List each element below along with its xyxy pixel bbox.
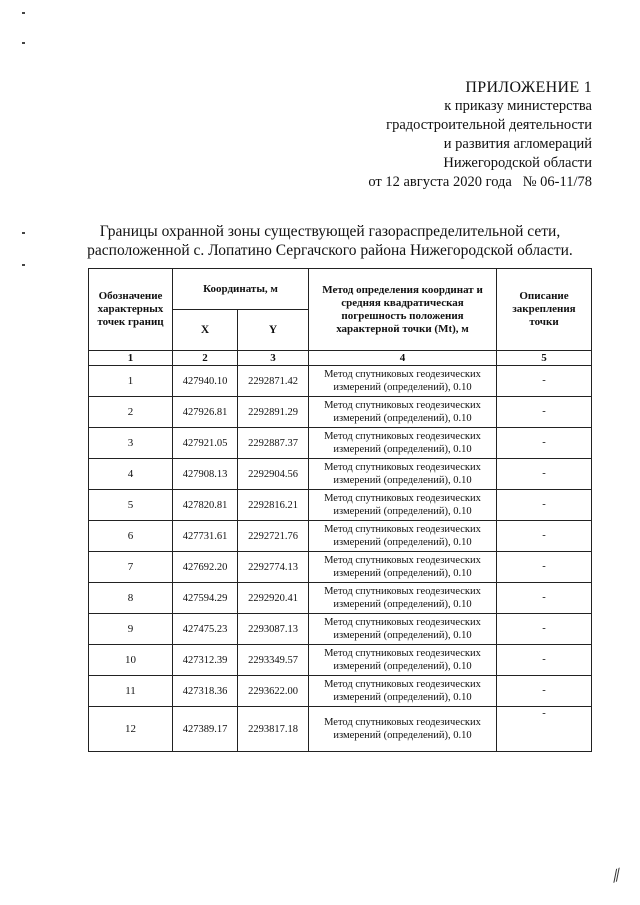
description-value: -	[542, 406, 546, 417]
point-cell: 8	[89, 583, 173, 614]
appendix-title: ПРИЛОЖЕНИЕ 1	[465, 79, 592, 96]
description-cell	[497, 614, 592, 645]
method-cell: Метод спутниковых геодезических измерений (определений), 0.10	[309, 614, 497, 645]
y-cell: 2292774.13	[238, 552, 309, 583]
x-cell: 427312.39	[173, 645, 238, 676]
header-method: Метод определения координат и средняя квадратическая погрешность положения характерной точки (Mt), м	[309, 269, 497, 351]
method-cell: Метод спутниковых геодезических измерений (определений), 0.10	[309, 490, 497, 521]
header-line: к приказу министерства	[444, 98, 592, 114]
point-cell: 5	[89, 490, 173, 521]
description-value: -	[542, 623, 546, 634]
method-cell: Метод спутниковых геодезических измерений (определений), 0.10	[309, 645, 497, 676]
table-row	[89, 490, 592, 521]
table-row	[89, 397, 592, 428]
y-cell: 2292871.42	[238, 366, 309, 397]
x-cell: 427318.36	[173, 676, 238, 707]
point-cell: 7	[89, 552, 173, 583]
description-value: -	[542, 654, 546, 665]
scan-speck	[22, 232, 25, 234]
header-point: Обозначение характерных точек границ	[89, 269, 173, 351]
table-row	[89, 366, 592, 397]
table-row	[89, 645, 592, 676]
y-cell: 2292920.41	[238, 583, 309, 614]
description-value: -	[542, 468, 546, 479]
coordinates-table	[88, 268, 592, 752]
header-line: градостроительной деятельности	[386, 117, 592, 133]
header-order-date: от 12 августа 2020 года № 06-11/78	[368, 174, 592, 190]
appendix-header	[368, 78, 592, 192]
y-cell: 2292891.29	[238, 397, 309, 428]
x-cell: 427731.61	[173, 521, 238, 552]
x-cell: 427921.05	[173, 428, 238, 459]
method-cell: Метод спутниковых геодезических измерений (определений), 0.10	[309, 583, 497, 614]
header-coordinates: Координаты, м	[173, 269, 309, 310]
y-cell: 2292904.56	[238, 459, 309, 490]
point-cell: 2	[89, 397, 173, 428]
description-cell	[497, 366, 592, 397]
document-title	[40, 222, 620, 260]
header-x: X	[173, 310, 238, 351]
x-cell: 427820.81	[173, 490, 238, 521]
table-row	[89, 583, 592, 614]
y-cell: 2293087.13	[238, 614, 309, 645]
x-cell: 427475.23	[173, 614, 238, 645]
description-value: -	[542, 561, 546, 572]
description-cell	[497, 676, 592, 707]
description-cell	[497, 583, 592, 614]
table-row	[89, 459, 592, 490]
method-cell: Метод спутниковых геодезических измерений (определений), 0.10	[309, 707, 497, 752]
table-row	[89, 707, 592, 752]
method-cell: Метод спутниковых геодезических измерений (определений), 0.10	[309, 521, 497, 552]
method-cell: Метод спутниковых геодезических измерений (определений), 0.10	[309, 428, 497, 459]
column-number: 4	[309, 351, 497, 366]
point-cell: 10	[89, 645, 173, 676]
scan-speck	[22, 264, 25, 266]
scan-speck	[22, 12, 25, 14]
description-cell	[497, 428, 592, 459]
table-row	[89, 521, 592, 552]
description-value: -	[542, 708, 546, 719]
point-cell: 11	[89, 676, 173, 707]
handwritten-mark: ⁄⁄	[610, 865, 623, 886]
method-cell: Метод спутниковых геодезических измерений (определений), 0.10	[309, 366, 497, 397]
header-line: и развития агломераций	[443, 136, 592, 152]
description-value: -	[542, 592, 546, 603]
description-cell	[497, 707, 592, 752]
description-cell	[497, 521, 592, 552]
table-row	[89, 552, 592, 583]
scan-speck	[22, 42, 25, 44]
point-cell: 4	[89, 459, 173, 490]
x-cell: 427908.13	[173, 459, 238, 490]
title-line-1: Границы охранной зоны существующей газораспределительной сети,	[99, 223, 561, 240]
method-cell: Метод спутниковых геодезических измерений (определений), 0.10	[309, 676, 497, 707]
header-description: Описание закрепления точки	[497, 269, 592, 351]
table-row	[89, 676, 592, 707]
x-cell: 427692.20	[173, 552, 238, 583]
y-cell: 2293817.18	[238, 707, 309, 752]
point-cell: 9	[89, 614, 173, 645]
description-cell	[497, 490, 592, 521]
y-cell: 2292887.37	[238, 428, 309, 459]
header-line: Нижегородской области	[443, 155, 592, 171]
point-cell: 1	[89, 366, 173, 397]
description-cell	[497, 397, 592, 428]
x-cell: 427594.29	[173, 583, 238, 614]
method-cell: Метод спутниковых геодезических измерений (определений), 0.10	[309, 552, 497, 583]
description-cell	[497, 645, 592, 676]
y-cell: 2292816.21	[238, 490, 309, 521]
description-cell	[497, 459, 592, 490]
column-number: 1	[89, 351, 173, 366]
y-cell: 2293622.00	[238, 676, 309, 707]
title-line-2: расположенной с. Лопатино Сергачского района Нижегородской области.	[87, 242, 573, 259]
x-cell: 427940.10	[173, 366, 238, 397]
table-row	[89, 614, 592, 645]
description-value: -	[542, 375, 546, 386]
description-value: -	[542, 685, 546, 696]
y-cell: 2293349.57	[238, 645, 309, 676]
x-cell: 427926.81	[173, 397, 238, 428]
method-cell: Метод спутниковых геодезических измерений (определений), 0.10	[309, 397, 497, 428]
description-value: -	[542, 530, 546, 541]
x-cell: 427389.17	[173, 707, 238, 752]
point-cell: 6	[89, 521, 173, 552]
point-cell: 12	[89, 707, 173, 752]
description-value: -	[542, 437, 546, 448]
header-y: Y	[238, 310, 309, 351]
column-number: 2	[173, 351, 238, 366]
method-cell: Метод спутниковых геодезических измерений (определений), 0.10	[309, 459, 497, 490]
point-cell: 3	[89, 428, 173, 459]
table-row	[89, 428, 592, 459]
column-number: 3	[238, 351, 309, 366]
description-cell	[497, 552, 592, 583]
y-cell: 2292721.76	[238, 521, 309, 552]
description-value: -	[542, 499, 546, 510]
column-number: 5	[497, 351, 592, 366]
